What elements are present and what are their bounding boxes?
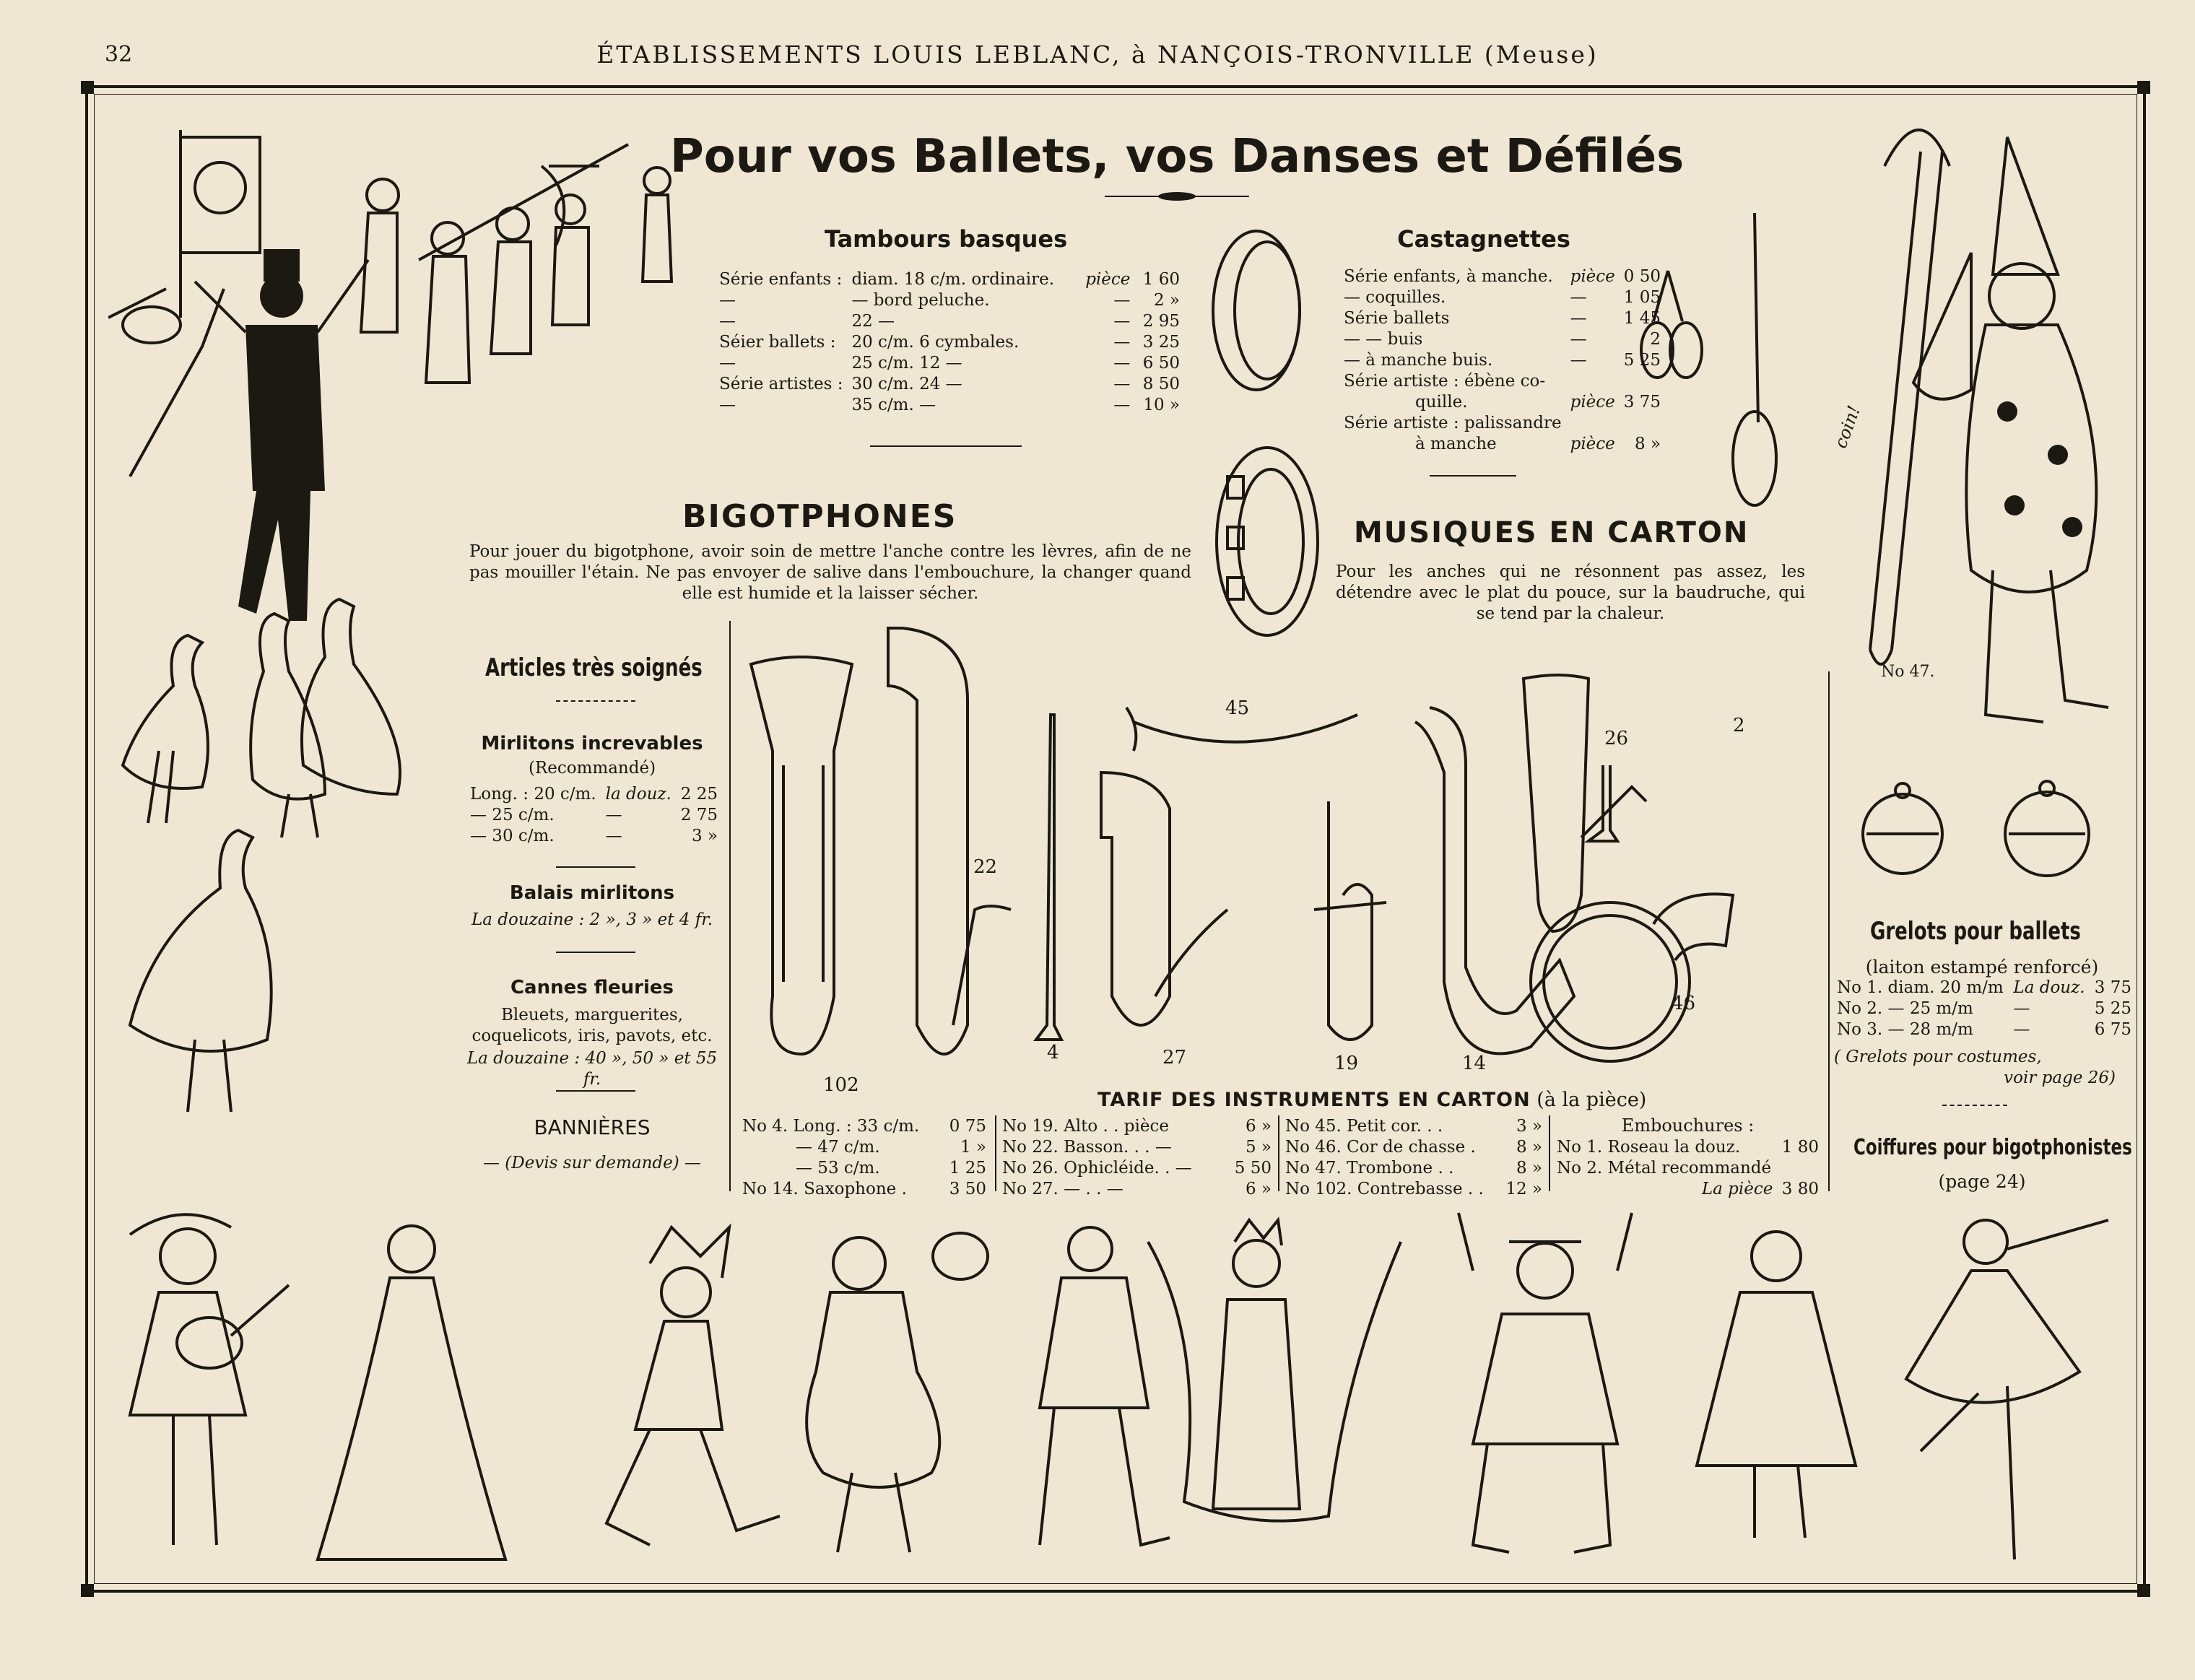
page-number: 32 (105, 42, 133, 67)
divider (556, 866, 635, 868)
divider (556, 1090, 635, 1092)
table-row: — — buis — 2 (1344, 329, 1661, 349)
grelots-title: Grelots pour ballets (1870, 917, 2081, 946)
divider (870, 445, 1022, 447)
table-row: No 27. — . . — 6 » (1002, 1179, 1272, 1198)
table-row: No 22. Basson. . . — 5 » (1002, 1137, 1272, 1157)
bannieres-text: — (Devis sur demande) — (482, 1154, 701, 1172)
instrument-label-27: 27 (1162, 1047, 1187, 1069)
frame-corner (81, 1584, 94, 1597)
musiques-text: Pour les anches qui ne résonnent pas assez, les détendre avec le plat du pouce, sur la baudruche, qui se tend par la chaleur. (1336, 562, 1805, 623)
table-row: — 35 c/m. — — 10 » (719, 395, 1180, 414)
frame-corner (2137, 81, 2150, 94)
divider (556, 952, 635, 953)
table-row: — 53 c/m. 1 25 (796, 1158, 986, 1178)
tambours-title: Tambours basques (824, 225, 1068, 253)
grelots-note-1: ( Grelots pour costumes, (1834, 1048, 2042, 1066)
table-row: No 46. Cor de chasse . 8 » (1285, 1137, 1542, 1157)
table-row: No 3. — 28 m/m — 6 75 (1837, 1019, 2131, 1039)
table-row: à manche pièce 8 » (1415, 434, 1661, 453)
table-row: — 25 c/m. 12 — — 6 50 (719, 353, 1180, 373)
tarif-title: TARIF DES INSTRUMENTS EN CARTON (1098, 1089, 1531, 1111)
table-row: Série ballets — 1 45 (1344, 308, 1661, 328)
instrument-label-47: No 47. (1881, 663, 1935, 681)
instrument-label-4: 4 (1047, 1042, 1059, 1063)
table-row: No 45. Petit cor. . . 3 » (1285, 1116, 1542, 1136)
table-row: Long. : 20 c/m. la douz. 2 25 (470, 784, 718, 804)
table-row: Série artistes : 30 c/m. 24 — — 8 50 (719, 374, 1180, 393)
frame-corner (81, 81, 94, 94)
bigotphones-text: Pour jouer du bigotphone, avoir soin de mettre l'anche contre les lèvres, afin de ne pas mouiller l'étain. Ne pas envoyer de salive dans l'embouchure, la changer quand elle est humide et la laisser sécher. (469, 542, 1191, 603)
bells-illustration (1848, 772, 2108, 881)
bannieres-title: BANNIÈRES (534, 1115, 651, 1139)
mirlitons-title: Mirlitons increvables (481, 733, 703, 754)
cannes-price: La douzaine : 40 », 50 » et 55 fr. (466, 1049, 718, 1089)
table-row: — 25 c/m. — 2 75 (470, 805, 718, 824)
table-row: Série artiste : ébène co- (1344, 371, 1546, 391)
instrument-label-19: 19 (1334, 1053, 1359, 1074)
cannes-title: Cannes fleuries (510, 977, 674, 998)
frame-corner (2137, 1584, 2150, 1597)
table-row: No 14. Saxophone . 3 50 (742, 1179, 986, 1198)
table-row: No 4. Long. : 33 c/m. 0 75 (742, 1116, 986, 1136)
divider-vertical (1549, 1115, 1550, 1191)
tarif-col-1 (738, 1115, 991, 1199)
divider-vertical (995, 1115, 996, 1191)
tambours-price-list (715, 269, 1184, 415)
balais-title: Balais mirlitons (509, 882, 675, 904)
cardboard-instruments-illustration (736, 621, 1820, 1097)
table-row: — — bord peluche. — 2 » (719, 290, 1180, 310)
instrument-label-14: 14 (1462, 1053, 1487, 1074)
instrument-label-46: 46 (1672, 993, 1696, 1014)
company-header: ÉTABLISSEMENTS LOUIS LEBLANC, à NANÇOIS-TRONVILLE (Meuse) (596, 40, 1599, 69)
mirlitons-sub: (Recommandé) (528, 759, 656, 778)
geese-illustration (108, 578, 433, 1133)
instrument-label-26: 26 (1604, 728, 1629, 749)
divider-vertical (1828, 671, 1830, 1191)
tarif-col-2 (998, 1115, 1276, 1199)
instrument-label-102: 102 (823, 1074, 859, 1096)
table-row: No 102. Contrebasse . . 12 » (1285, 1179, 1542, 1198)
table-row: Série enfants : diam. 18 c/m. ordinaire. pièce 1 60 (719, 269, 1180, 289)
divider (556, 700, 635, 702)
clown-trombone-illustration (1827, 108, 2137, 772)
instrument-label-2: 2 (1733, 715, 1745, 736)
divider (1430, 475, 1516, 476)
table-row: — à manche buis. — 5 25 (1344, 350, 1661, 370)
divider (1942, 1105, 2007, 1106)
coiffures-title: Coiffures pour bigotphonistes (1853, 1135, 2132, 1160)
dancers-frieze-illustration (101, 1198, 2130, 1574)
musiques-title: MUSIQUES EN CARTON (1354, 516, 1750, 549)
tarif-title-suffix: (à la pièce) (1536, 1089, 1647, 1111)
table-row: No 26. Ophicléide. . — 5 50 (1002, 1158, 1272, 1178)
table-row: — 30 c/m. — 3 » (470, 826, 718, 845)
instrument-label-22: 22 (973, 856, 998, 878)
mirlitons-price-list (466, 783, 722, 846)
bigotphones-title: BIGOTPHONES (682, 498, 957, 535)
grelots-note-2: voir page 26) (2004, 1069, 2116, 1087)
tarif-col-4 (1552, 1115, 1823, 1199)
table-row: Série artiste : palissandre (1344, 413, 1562, 432)
grelots-sub: (laiton estampé renforcé) (1865, 957, 2099, 978)
embouchures-title: Embouchures : (1621, 1115, 1755, 1136)
tambourine-illustration (1199, 217, 1329, 650)
instrument-label-45: 45 (1225, 697, 1250, 719)
table-row: No 2. — 25 m/m — 5 25 (1837, 998, 2131, 1018)
divider-vertical (729, 621, 731, 1191)
tarif-header (1098, 1089, 1646, 1111)
coin-text: coin! (1830, 402, 1865, 451)
castagnettes-title: Castagnettes (1397, 225, 1570, 253)
castagnettes-price-list (1339, 266, 1661, 454)
table-row: No 1. diam. 20 m/m La douz. 3 75 (1837, 978, 2131, 997)
table-row: Série enfants, à manche. pièce 0 50 (1344, 266, 1661, 286)
tarif-col-3 (1281, 1115, 1547, 1199)
table-row: Séier ballets : 20 c/m. 6 cymbales. — 3 25 (719, 332, 1180, 352)
divider-vertical (1278, 1115, 1279, 1191)
table-row: — 47 c/m. 1 » (796, 1137, 986, 1157)
table-row: No 2. Métal recommandé (1557, 1158, 1772, 1178)
table-row: No 19. Alto . . pièce 6 » (1002, 1116, 1272, 1136)
grelots-price-list (1833, 977, 2136, 1040)
table-row: — coquilles. — 1 05 (1344, 287, 1661, 307)
main-title: Pour vos Ballets, vos Danses et Défilés (669, 130, 1685, 183)
table-row: No 1. Roseau la douz. 1 80 (1557, 1137, 1819, 1157)
articles-title: Articles très soignés (485, 653, 703, 682)
table-row: — 22 — — 2 95 (719, 311, 1180, 331)
title-ornament (1105, 189, 1249, 204)
table-row: No 47. Trombone . . 8 » (1285, 1158, 1542, 1178)
balais-text: La douzaine : 2 », 3 » et 4 fr. (471, 910, 713, 929)
coiffures-sub: (page 24) (1938, 1171, 2026, 1192)
table-row: La pièce 3 80 (1701, 1179, 1819, 1198)
table-row: quille. pièce 3 75 (1415, 392, 1661, 412)
castanets-illustration (1625, 206, 1812, 523)
cannes-text: Bleuets, marguerites, coquelicots, iris, pavots, etc. (471, 1006, 713, 1045)
